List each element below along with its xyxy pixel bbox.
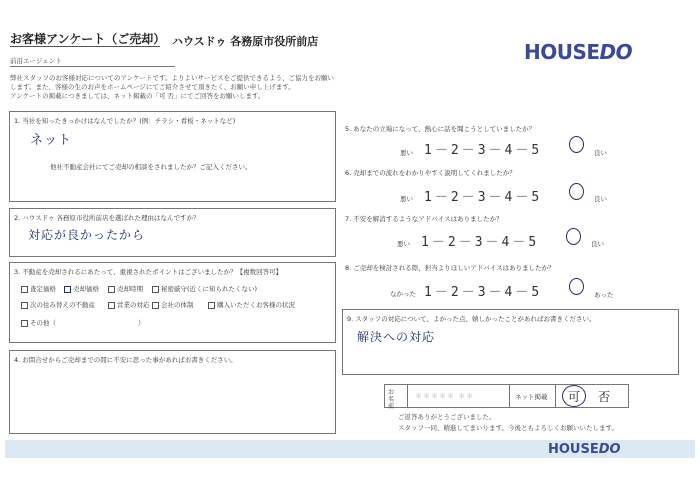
q4-question: 4. お問合せからご売却までの間に不安に思った事があればお書きください。 (14, 356, 237, 364)
q8-right-label: あった (594, 291, 614, 299)
name-label: お名前 (388, 389, 395, 410)
survey-title: お客様アンケート（ご売却） (10, 32, 166, 46)
closing-line-1: ご返答ありがとうございました。 (398, 413, 496, 421)
q3-question: 3. 不動産を売却されるにあたって、重視されたポイントはございましたか？【複数回答可】 (14, 268, 283, 276)
net-option-yes[interactable]: 可 (568, 390, 581, 404)
option-company-structure[interactable]: 会社の体制 (152, 300, 194, 309)
option-assessment-price[interactable]: 査定価格 (21, 284, 56, 293)
name-divider (407, 385, 408, 407)
q1-answer[interactable]: ネット (30, 133, 73, 148)
survey-subtitle: 前沿エージェント (10, 57, 62, 65)
checkbox-icon[interactable] (108, 286, 115, 293)
intro-line-2: します。また、客様の生のお声をホームページにてご紹介させて頂きたく、お願い申し上げます。 (10, 83, 295, 91)
option-confidentiality[interactable]: 秘密厳守(近くに知られたくない) (152, 284, 257, 293)
footer-housedo-logo: HOUSEDO (548, 442, 621, 457)
option-buyer-status[interactable]: 購入いただくお客様の状況 (208, 300, 295, 309)
q6-right-label: 良い (594, 195, 607, 203)
q2-answer[interactable]: 対応が良かったから (28, 228, 146, 242)
option-other-close: ） (138, 319, 145, 327)
option-sales-response[interactable]: 営業の対応 (108, 300, 150, 309)
checkbox-icon[interactable] (21, 302, 28, 309)
net-yes-circle (562, 385, 586, 407)
intro-line-1: 弊社スタッフのお客様対応についてのアンケートです。よりよいサービスをご提供できるよう、ご協力をお願い (10, 74, 334, 82)
q9-answer[interactable]: 解決への対応 (357, 330, 436, 344)
closing-line-2: スタッフ一同、精進してまいります。今後ともよろしくお願いいたします。 (398, 424, 618, 432)
q1-box (9, 111, 336, 202)
q8-question: 8. ご売却を検討される際、担当よりほしいアドバイスはありましたか？ (345, 264, 555, 272)
q9-question: 9. スタッフの対応について、よかった点、嬉しかったことがあればお書きください。 (347, 315, 596, 323)
checkbox-checked-icon[interactable] (64, 286, 71, 293)
option-sale-timing[interactable]: 売却時期 (108, 284, 143, 293)
checkbox-icon[interactable] (21, 286, 28, 293)
checkbox-icon[interactable] (152, 302, 159, 309)
q7-selected-circle (566, 228, 581, 245)
q8-left-label: なかった (390, 290, 416, 298)
q7-left-label: 悪い (397, 240, 410, 248)
q3-box (9, 262, 336, 343)
name-publish-box (384, 384, 629, 408)
option-next-property[interactable]: 次の住み替えの不動産 (21, 300, 95, 309)
q7-question: 7. 不安を解消するようなアドバイスはありましたか？ (345, 215, 503, 223)
checkbox-icon[interactable] (108, 302, 115, 309)
q7-scale[interactable]: 1－2－3－4－5 (421, 235, 540, 250)
net-options-divider (555, 385, 556, 407)
net-divider (509, 385, 510, 407)
housedo-logo: HOUSEDO (524, 40, 633, 64)
option-other[interactable]: その他（ (21, 318, 56, 327)
option-sale-price[interactable]: 売却価格 (64, 284, 99, 293)
q4-box (9, 350, 336, 434)
q5-right-label: 良い (594, 149, 607, 157)
q8-scale[interactable]: 1－2－3－4－5 (424, 285, 543, 300)
q5-left-label: 悪い (400, 149, 413, 157)
q7-right-label: 良い (591, 240, 604, 248)
intro-line-3: アンケートの掲載につきましては、ネット掲載の「可 否」にてご回答をお願いします。 (10, 92, 265, 100)
q6-question: 6. 売却までの流れをわかりやすく説明してくれましたか？ (345, 169, 516, 177)
q8-selected-circle (569, 278, 584, 295)
q2-question: 2. ハウスドゥ 各務原市役所前店を選ばれた理由はなんですか？ (14, 214, 200, 222)
store-name: ハウスドゥ 各務原市役所前店 (172, 35, 319, 48)
title-underline (10, 46, 160, 47)
net-option-no[interactable]: 否 (598, 390, 611, 404)
subtitle-underline (10, 66, 175, 67)
q2-box (9, 208, 336, 257)
checkbox-icon[interactable] (152, 286, 159, 293)
q6-selected-circle (569, 183, 584, 200)
q5-question: 5. あなたの立場になって、熱心に話を聞こうとしていましたか？ (345, 125, 536, 133)
q1-question: 1. 当社を知ったきっかけはなんでしたか？(例：チラシ・看板・ネットなど) (14, 117, 236, 125)
checkbox-icon[interactable] (208, 302, 215, 309)
name-value[interactable]: ＊＊＊＊＊ ＊＊ (415, 392, 475, 400)
q9-box (342, 309, 679, 375)
q5-selected-circle (569, 136, 584, 153)
q1-sub: 他社不動産会社にてご売却の相談をされましたか？ご記入ください。 (50, 163, 252, 171)
q5-scale[interactable]: 1－2－3－4－5 (424, 143, 543, 158)
net-publish-label: ネット掲載 (515, 393, 548, 401)
checkbox-icon[interactable] (21, 320, 28, 327)
q6-scale[interactable]: 1－2－3－4－5 (424, 190, 543, 205)
q6-left-label: 悪い (400, 195, 413, 203)
